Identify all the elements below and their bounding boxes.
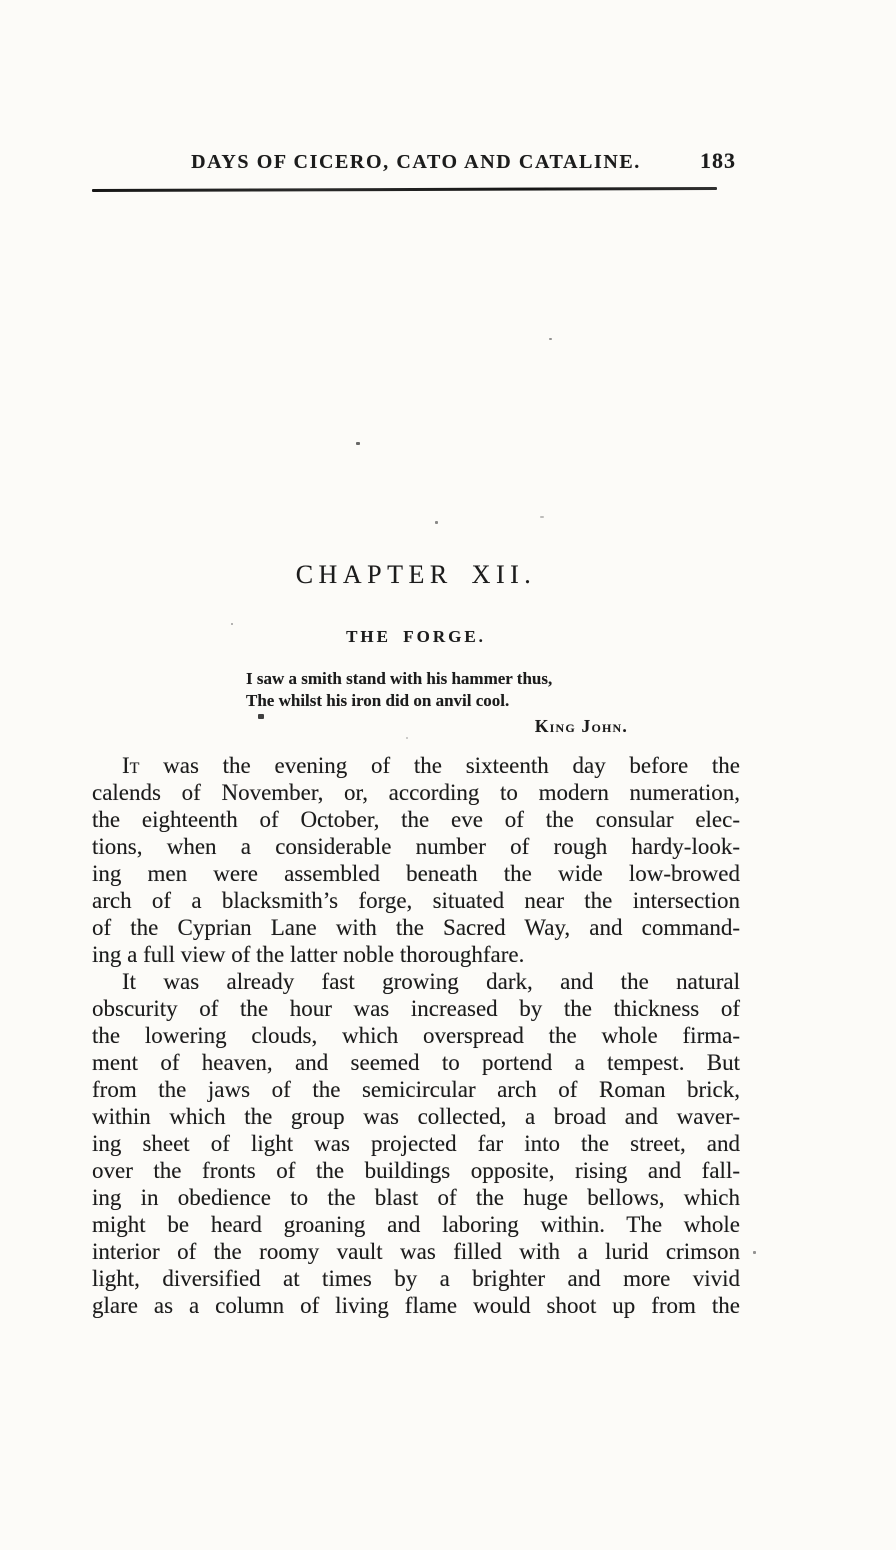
epigraph bbox=[246, 668, 628, 737]
scan-speck bbox=[540, 516, 544, 518]
text-line: ment of heaven, and seemed to portend a tempest. But bbox=[92, 1050, 740, 1075]
body-text bbox=[92, 752, 740, 1319]
scan-speck bbox=[356, 442, 360, 445]
text-line: ing a full view of the latter noble thoroughfare. bbox=[92, 942, 525, 967]
text-line: within which the group was collected, a broad and waver- bbox=[92, 1104, 740, 1129]
epigraph-attribution: King John. bbox=[534, 716, 628, 736]
chapter-heading: CHAPTER XII. bbox=[295, 560, 537, 589]
text-line: over the fronts of the buildings opposite, rising and fall- bbox=[92, 1158, 740, 1183]
text-line: might be heard groaning and laboring within. The whole bbox=[92, 1212, 740, 1237]
text-line: from the jaws of the semicircular arch of Roman brick, bbox=[92, 1077, 740, 1102]
scan-speck bbox=[231, 623, 233, 625]
text-line: obscurity of the hour was increased by the thickness of bbox=[92, 996, 740, 1021]
scan-speck bbox=[435, 521, 438, 524]
scan-speck bbox=[753, 1251, 756, 1254]
text-line: It was already fast growing dark, and the natural bbox=[122, 969, 740, 994]
paragraph bbox=[92, 968, 740, 1319]
text-line: calends of November, or, according to modern numeration, bbox=[92, 780, 740, 805]
text-line: of the Cyprian Lane with the Sacred Way, and command- bbox=[92, 915, 740, 940]
text-line: arch of a blacksmith’s forge, situated near the intersection bbox=[92, 888, 740, 913]
text-line: interior of the roomy vault was filled with a lurid crimson bbox=[92, 1239, 740, 1264]
text-line: the eighteenth of October, the eve of the consular elec- bbox=[92, 807, 740, 832]
text-line: It was the evening of the sixteenth day before the bbox=[122, 753, 740, 778]
scan-speck bbox=[258, 714, 264, 719]
epigraph-line-1: I saw a smith stand with his hammer thus, bbox=[246, 669, 553, 688]
text-line: ing in obedience to the blast of the huge bellows, which bbox=[92, 1185, 740, 1210]
header-rule bbox=[92, 187, 717, 192]
paragraph bbox=[92, 752, 740, 968]
scan-speck bbox=[406, 737, 408, 739]
text-line: the lowering clouds, which overspread the whole firma- bbox=[92, 1023, 740, 1048]
scan-speck bbox=[549, 338, 552, 340]
smallcaps-lead: It bbox=[122, 753, 140, 778]
chapter-subtitle: THE FORGE. bbox=[346, 627, 486, 646]
text-line: glare as a column of living flame would shoot up from the bbox=[92, 1293, 740, 1318]
page-number: 183 bbox=[700, 148, 736, 173]
text-line: tions, when a considerable number of rough hardy-look- bbox=[92, 834, 740, 859]
text-line: ing men were assembled beneath the wide low-browed bbox=[92, 861, 740, 886]
running-head-title: DAYS OF CICERO, CATO AND CATALINE. bbox=[191, 151, 641, 173]
epigraph-line-2: The whilst his iron did on anvil cool. bbox=[246, 691, 510, 710]
text-line: light, diversified at times by a brighter and more vivid bbox=[92, 1266, 740, 1291]
text-line: ing sheet of light was projected far into the street, and bbox=[92, 1131, 740, 1156]
